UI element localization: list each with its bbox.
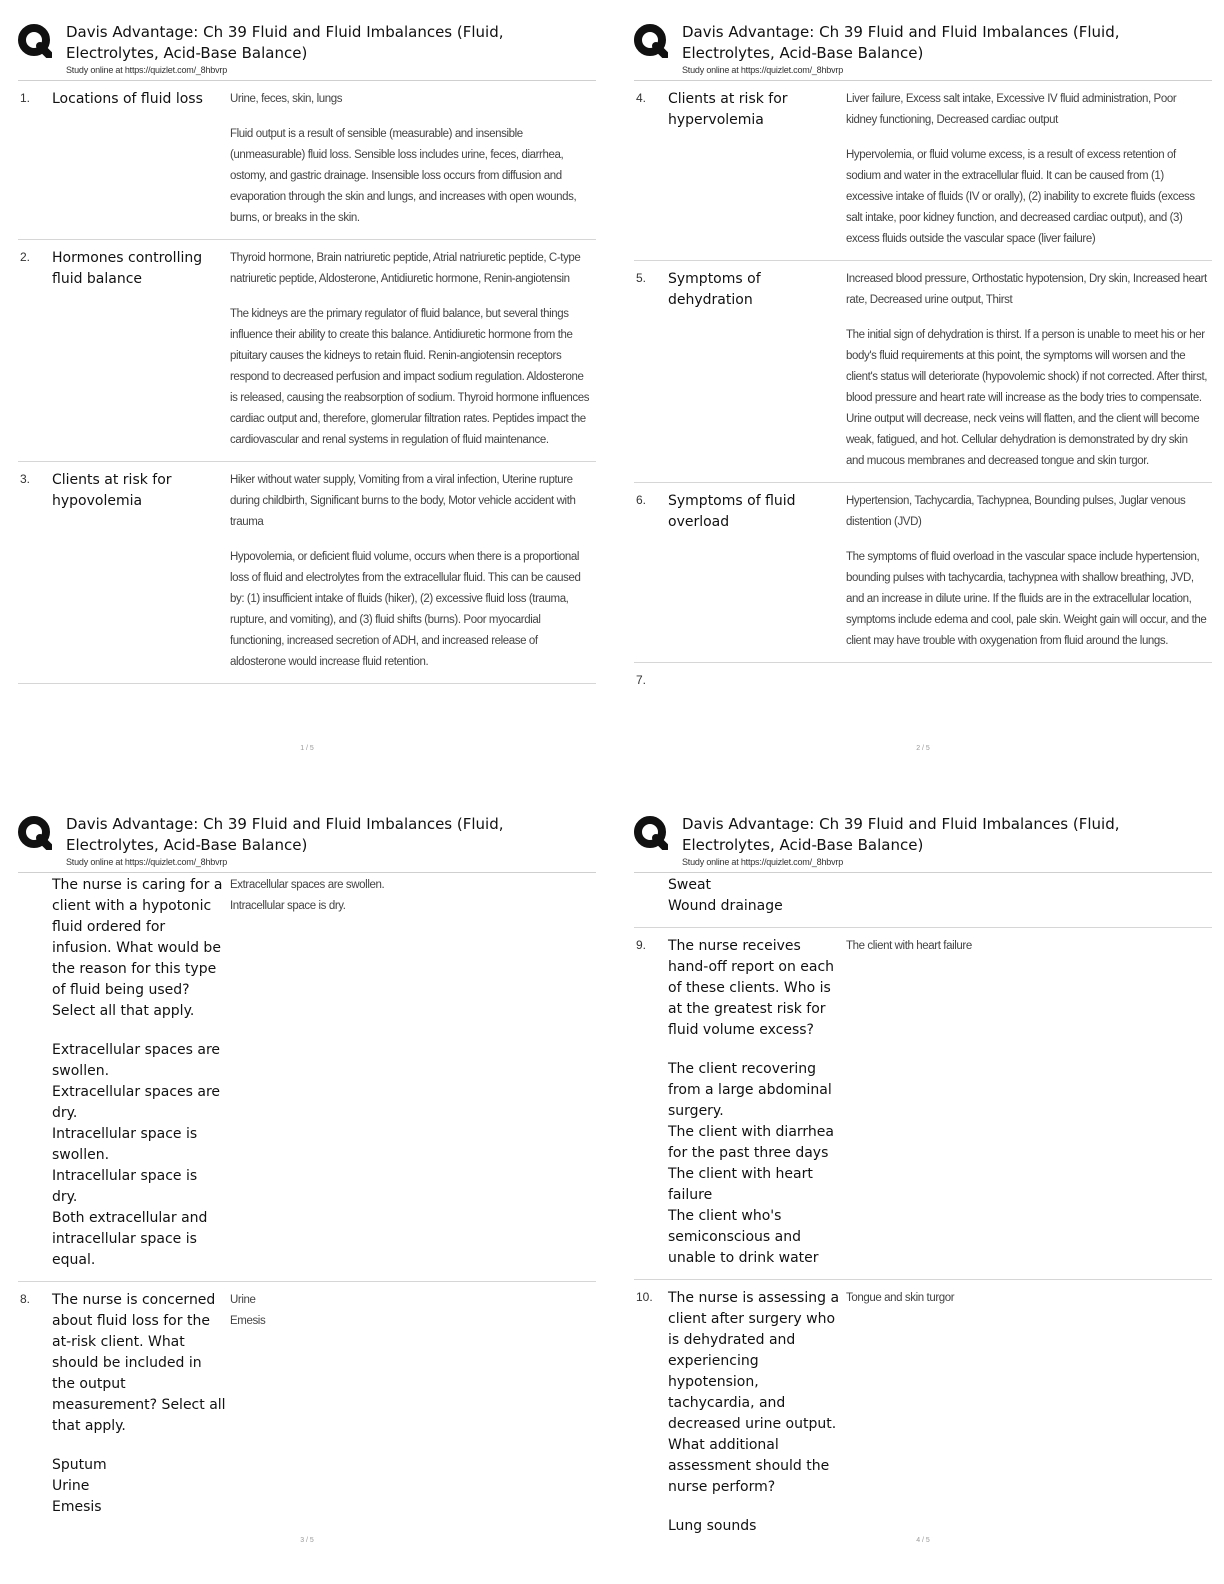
- quizlet-logo-icon: [634, 816, 668, 850]
- card-definition: [230, 248, 596, 451]
- answer-line: Tongue and skin turgor: [846, 1292, 955, 1304]
- answer-line: The client with heart failure: [846, 940, 972, 952]
- option-list: [668, 1516, 842, 1537]
- option-item: Wound drainage: [668, 898, 783, 914]
- study-link[interactable]: Study online at https://quizlet.com/_8hbvrp: [66, 65, 227, 75]
- card-definition: [846, 269, 1212, 472]
- page-1: [18, 18, 596, 788]
- flashcard: [18, 462, 596, 684]
- card-explanation: Hypervolemia, or fluid volume excess, is a result of excess retention of sodium and water in the extracellular fluid. It can be caused from (1) excessive intake of fluids (IV or orally), (2) inability to excrete fluids (excess salt intake, poor kidney function, and decreased cardiac output), and (3) excess fluids outside the vascular space (liver failure): [846, 149, 1195, 245]
- option-item: Lung sounds: [668, 1518, 757, 1534]
- card-definition: [846, 491, 1212, 652]
- page-title: Davis Advantage: Ch 39 Fluid and Fluid Imbalances (Fluid, Electrolytes, Acid-Base Balance): [682, 815, 1120, 854]
- card-number: 5.: [636, 271, 647, 285]
- card-definition: [846, 1288, 1212, 1537]
- card-question: [668, 936, 846, 1269]
- card-definition: [230, 875, 596, 1271]
- card-definition: [846, 936, 1212, 1269]
- flashcard: [634, 261, 1212, 483]
- page-header: [18, 810, 596, 873]
- card-number: 8.: [20, 1292, 31, 1306]
- flashcard: [634, 483, 1212, 663]
- card-number: 4.: [636, 91, 647, 105]
- option-item: Urine: [52, 1478, 90, 1494]
- card-explanation: The initial sign of dehydration is thirst. If a person is unable to meet his or her body's fluid requirements at this point, the symptoms will worsen and the client's status will deteriorate (hypovolemic shock) if not corrected. After thirst, blood pressure and heart rate will increase as the body tries to compensate. Urine output will decrease, neck veins will flatten, and the client will become weak, fatigued, and hot. Cellular dehydration is demonstrated by dry skin and mucous membranes and decreased tongue and skin turgor.: [846, 329, 1208, 467]
- page-number: 2 / 5: [916, 745, 930, 752]
- option-item: The client who's semiconscious and unable to drink water: [668, 1208, 819, 1266]
- card-number: [18, 875, 52, 1271]
- card-number: 6.: [636, 493, 647, 507]
- card-number: 7.: [636, 673, 647, 687]
- card-definition: [846, 875, 1212, 917]
- study-link[interactable]: Study online at https://quizlet.com/_8hbvrp: [682, 65, 843, 75]
- card-question: [668, 875, 846, 917]
- answer-line: Extracellular spaces are swollen.: [230, 879, 385, 891]
- divider: [634, 80, 1212, 81]
- flashcard: [18, 81, 596, 240]
- flashcard: [634, 1280, 1212, 1547]
- card-answer: Hypertension, Tachycardia, Tachypnea, Bounding pulses, Juglar venous distention (JVD): [846, 495, 1186, 528]
- divider: [18, 872, 596, 873]
- card-definition: [230, 470, 596, 673]
- study-link[interactable]: Study online at https://quizlet.com/_8hbvrp: [66, 857, 227, 867]
- page-header: [634, 18, 1212, 81]
- answer-line: Emesis: [230, 1315, 266, 1327]
- study-link[interactable]: Study online at https://quizlet.com/_8hbvrp: [682, 857, 843, 867]
- divider: [634, 872, 1212, 873]
- card-explanation: Fluid output is a result of sensible (measurable) and insensible (unmeasurable) fluid loss. Sensible loss includes urine, feces, diarrhea, ostomy, and gastric drainage. Insensible loss occurs from diffusion and evaporation through the skin and lungs, and increases with open wounds, burns, or breaks in the skin.: [230, 128, 577, 224]
- page-header: [634, 810, 1212, 873]
- card-definition: [230, 1290, 596, 1518]
- card-number: 1.: [20, 91, 31, 105]
- card-number: 3.: [20, 472, 31, 486]
- card-term: Symptoms of dehydration: [668, 271, 761, 308]
- answer-line: Intracellular space is dry.: [230, 900, 346, 912]
- card-answer: Liver failure, Excess salt intake, Excessive IV fluid administration, Poor kidney functioning, Decreased cardiac output: [846, 93, 1177, 126]
- option-item: The client with diarrhea for the past three days: [668, 1124, 834, 1161]
- card-term: Symptoms of fluid overload: [668, 493, 796, 530]
- card-term: Clients at risk for hypervolemia: [668, 91, 788, 128]
- card-term: Hormones controlling fluid balance: [52, 250, 203, 287]
- quizlet-logo-icon: [18, 24, 52, 58]
- flashcard: [18, 1282, 596, 1528]
- page-number: 4 / 5: [916, 1537, 930, 1544]
- option-item: Emesis: [52, 1499, 102, 1515]
- card-explanation: Hypovolemia, or deficient fluid volume, occurs when there is a proportional loss of fluid and electrolytes from the extracellular fluid. This can be caused by: (1) insufficient intake of fluids (hiker), (2) excessive fluid loss (trauma, rupture, and vomiting), and (3) fluid shifts (burns). Poor myocardial functioning, increased secretion of ADH, and increased release of aldosterone would increase fluid retention.: [230, 551, 581, 668]
- option-item: Intracellular space is swollen.: [52, 1126, 198, 1163]
- card-explanation: The kidneys are the primary regulator of fluid balance, but several things influence their ability to create this balance. Antidiuretic hormone from the pituitary causes the kidneys to retain fluid. Renin-angiotensin receptors respond to decreased perfusion and impact sodium regulation. Aldosterone is released, causing the reabsorption of sodium. Thyroid hormone influences cardiac output and, therefore, glomerular filtration rates. Peptides impact the cardiovascular and renal systems in regulation of fluid maintenance.: [230, 308, 590, 446]
- quizlet-logo-icon: [634, 24, 668, 58]
- page-number: 1 / 5: [300, 745, 314, 752]
- card-definition: [846, 89, 1212, 250]
- card-term: [668, 671, 846, 687]
- answer-line: Urine: [230, 1294, 256, 1306]
- card-term: Locations of fluid loss: [52, 91, 203, 107]
- flashcard: [18, 873, 596, 1282]
- question-text: The nurse is concerned about fluid loss for the at-risk client. What should be included in the output measurement? Select all that apply.: [52, 1292, 226, 1434]
- option-item: The client recovering from a large abdominal surgery.: [668, 1061, 832, 1119]
- page-number: 3 / 5: [300, 1537, 314, 1544]
- card-definition: [230, 89, 596, 229]
- page-2: [634, 18, 1212, 788]
- card-answer: Thyroid hormone, Brain natriuretic peptide, Atrial natriuretic peptide, C-type natriuretic peptide, Aldosterone, Antidiuretic hormone, Renin-angiotensin: [230, 252, 581, 285]
- page-header: [18, 18, 596, 81]
- card-answer: Urine, feces, skin, lungs: [230, 93, 343, 105]
- option-item: The client with heart failure: [668, 1166, 813, 1203]
- page-title: Davis Advantage: Ch 39 Fluid and Fluid Imbalances (Fluid, Electrolytes, Acid-Base Balance): [682, 23, 1120, 62]
- question-text: The nurse is caring for a client with a hypotonic fluid ordered for infusion. What would be the reason for this type of fluid being used? Select all that apply.: [52, 877, 223, 1019]
- question-text: The nurse receives hand-off report on each of these clients. Who is at the greatest risk for fluid volume excess?: [668, 938, 835, 1038]
- flashcard: [18, 240, 596, 462]
- flashcard: [634, 663, 1212, 697]
- option-item: Sputum: [52, 1457, 107, 1473]
- card-number: 9.: [636, 938, 647, 952]
- option-item: Extracellular spaces are swollen.: [52, 1042, 221, 1079]
- option-item: Intracellular space is dry.: [52, 1168, 198, 1205]
- option-list: [668, 1059, 842, 1269]
- card-question: [52, 1290, 230, 1518]
- card-definition: [846, 671, 1212, 687]
- flashcard: [634, 928, 1212, 1280]
- question-text: The nurse is assessing a client after surgery who is dehydrated and experiencing hypotension, tachycardia, and decreased urine output. What additional assessment should the nurse perform?: [668, 1290, 840, 1495]
- page-title: Davis Advantage: Ch 39 Fluid and Fluid Imbalances (Fluid, Electrolytes, Acid-Base Balance): [66, 815, 504, 854]
- option-list: [52, 1455, 226, 1518]
- card-number: [634, 875, 668, 917]
- card-answer: Increased blood pressure, Orthostatic hypotension, Dry skin, Increased heart rate, Decreased urine output, Thirst: [846, 273, 1207, 306]
- card-question: [52, 875, 230, 1271]
- card-explanation: The symptoms of fluid overload in the vascular space include hypertension, bounding pulses with tachycardia, tachypnea with shallow breathing, JVD, and an increase in dilute urine. If the fluids are in the extracellular location, symptoms include edema and cool, pale skin. Weight gain will occur, and the client may have trouble with oxygenation from fluid around the lungs.: [846, 551, 1207, 647]
- card-number: 2.: [20, 250, 31, 264]
- card-question: [668, 1288, 846, 1537]
- option-item: Extracellular spaces are dry.: [52, 1084, 221, 1121]
- option-item: Sweat: [668, 877, 712, 893]
- divider: [18, 80, 596, 81]
- option-item: Both extracellular and intracellular space is equal.: [52, 1210, 208, 1268]
- quizlet-logo-icon: [18, 816, 52, 850]
- flashcard: [634, 81, 1212, 261]
- page-3: [18, 810, 596, 1580]
- card-number: 10.: [636, 1290, 653, 1304]
- card-term: Clients at risk for hypovolemia: [52, 472, 172, 509]
- card-answer: Hiker without water supply, Vomiting from a viral infection, Uterine rupture during childbirth, Significant burns to the body, Motor vehicle accident with trauma: [230, 474, 576, 528]
- option-list: [52, 1040, 226, 1271]
- page-4: [634, 810, 1212, 1580]
- page-title: Davis Advantage: Ch 39 Fluid and Fluid Imbalances (Fluid, Electrolytes, Acid-Base Balance): [66, 23, 504, 62]
- flashcard: [634, 873, 1212, 928]
